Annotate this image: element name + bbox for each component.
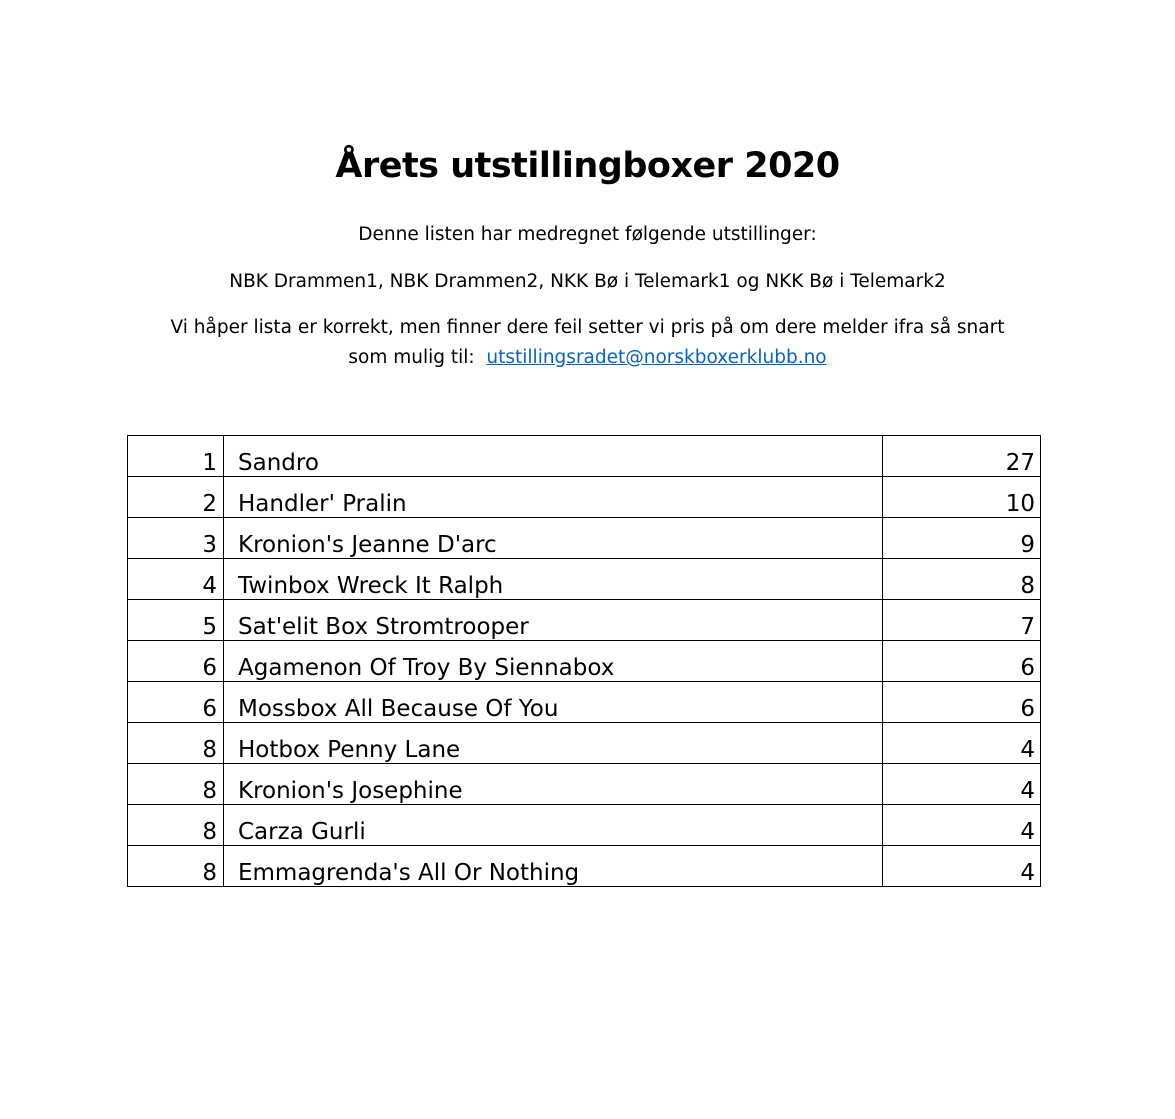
dog-name-cell: Twinbox Wreck It Ralph [224, 559, 883, 600]
rank-cell: 2 [128, 477, 224, 518]
rank-cell: 8 [128, 846, 224, 887]
note-text [0, 313, 1175, 373]
page-title: Årets utstillingboxer 2020 [335, 146, 840, 186]
table-row [128, 600, 1041, 641]
dog-name-cell: Sandro [224, 436, 883, 477]
points-cell: 4 [883, 764, 1041, 805]
rank-cell: 8 [128, 723, 224, 764]
table-row [128, 518, 1041, 559]
dog-name-cell: Emmagrenda's All Or Nothing [224, 846, 883, 887]
shows-list-text: NBK Drammen1, NBK Drammen2, NKK Bø i Telemark1 og NKK Bø i Telemark2 [229, 271, 946, 292]
points-cell: 4 [883, 846, 1041, 887]
dog-name-cell: Agamenon Of Troy By Siennabox [224, 641, 883, 682]
table-row [128, 477, 1041, 518]
rank-cell: 1 [128, 436, 224, 477]
dog-name-cell: Hotbox Penny Lane [224, 723, 883, 764]
table-row [128, 641, 1041, 682]
points-cell: 4 [883, 805, 1041, 846]
table-row [128, 682, 1041, 723]
ranking-table [127, 435, 1041, 887]
table-row [128, 436, 1041, 477]
points-cell: 10 [883, 477, 1041, 518]
email-link[interactable]: utstillingsradet@norskboxerklubb.no [486, 347, 827, 368]
note-line-2-prefix: som mulig til: [348, 347, 475, 368]
dog-name-cell: Carza Gurli [224, 805, 883, 846]
table-row [128, 846, 1041, 887]
table-row [128, 559, 1041, 600]
points-cell: 7 [883, 600, 1041, 641]
dog-name-cell: Kronion's Jeanne D'arc [224, 518, 883, 559]
note-line-1: Vi håper lista er korrekt, men finner dere feil setter vi pris på om dere melder ifra så snart [170, 317, 1005, 338]
dog-name-cell: Mossbox All Because Of You [224, 682, 883, 723]
dog-name-cell: Sat'elit Box Stromtrooper [224, 600, 883, 641]
rank-cell: 4 [128, 559, 224, 600]
intro-text: Denne listen har medregnet følgende utstillinger: [358, 224, 817, 245]
rank-cell: 8 [128, 805, 224, 846]
rank-cell: 6 [128, 682, 224, 723]
ranking-table-body [128, 436, 1041, 887]
table-row [128, 723, 1041, 764]
dog-name-cell: Kronion's Josephine [224, 764, 883, 805]
rank-cell: 6 [128, 641, 224, 682]
points-cell: 4 [883, 723, 1041, 764]
table-row [128, 805, 1041, 846]
dog-name-cell: Handler' Pralin [224, 477, 883, 518]
rank-cell: 5 [128, 600, 224, 641]
table-row [128, 764, 1041, 805]
points-cell: 8 [883, 559, 1041, 600]
points-cell: 6 [883, 682, 1041, 723]
points-cell: 27 [883, 436, 1041, 477]
rank-cell: 3 [128, 518, 224, 559]
points-cell: 9 [883, 518, 1041, 559]
rank-cell: 8 [128, 764, 224, 805]
points-cell: 6 [883, 641, 1041, 682]
